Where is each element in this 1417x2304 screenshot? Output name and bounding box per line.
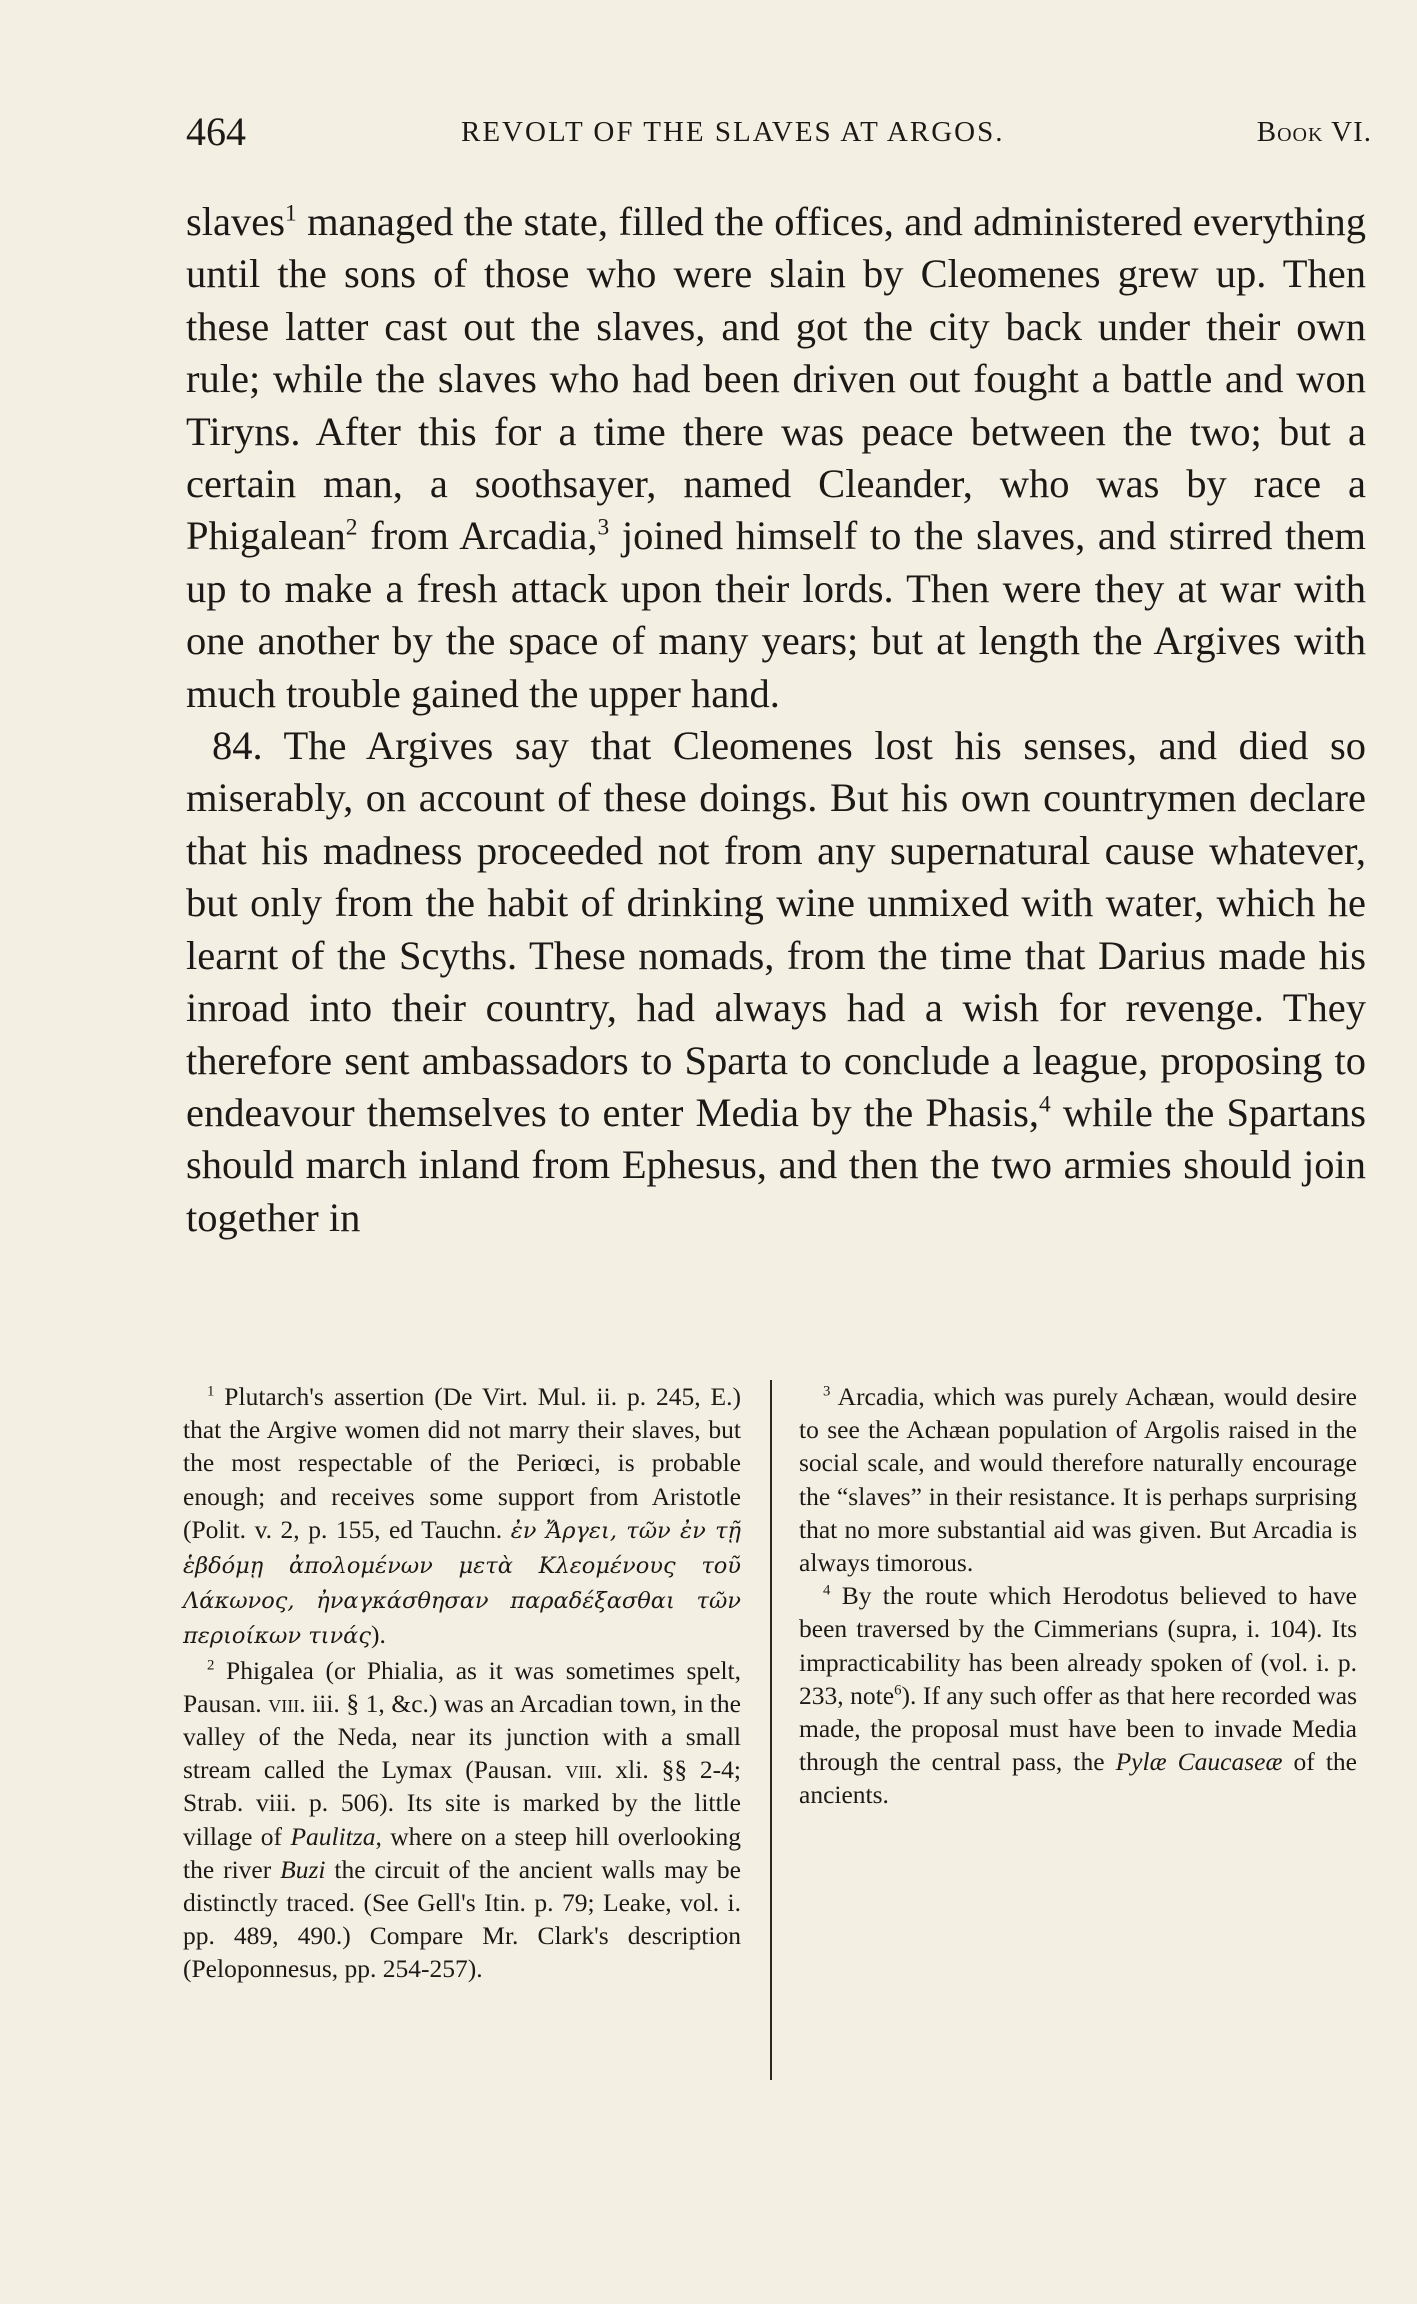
column-divider	[770, 1380, 772, 2080]
footnote-ref: 1	[284, 200, 297, 227]
paragraph-84	[186, 720, 1366, 1244]
footnote-2	[183, 1654, 741, 1986]
footnote-marker: 3	[823, 1383, 831, 1400]
text-run: slaves	[186, 199, 285, 244]
text-run: of the ancients.	[799, 1747, 1357, 1810]
greek-quotation: ἐν Ἄργει, τῶν ἐν τῇ ἑβδόμῃ ἀπολομένων μετὰ Κλεομένους τοῦ Λάκωνος, ἠναγκάσθησαν παραδέξασθαι τῶν περιοίκων τινάς	[183, 1517, 742, 1650]
footnote-marker: 4	[823, 1582, 831, 1599]
text-run: while the Spartans should march inland from Ephesus, and then the two armies should join together in	[186, 1089, 1366, 1240]
text-run: managed the state, filled the offices, and administered everything until the sons of those who were slain by Cleomenes grew up. Then these latter cast out the slaves, and got the city back under their own rule; while the slaves who had been driven out fought a battle and won Tiryns. After this for a time there was peace between the two; but a certain man, a soothsayer, named Cleander, who was by race a Phigalean	[186, 199, 1366, 559]
text-run: Paulitza	[290, 1821, 376, 1851]
text-run: Phigalea (or Phialia, as it was sometimes spelt, Pausan.	[183, 1655, 741, 1718]
footnote-column-right	[799, 1380, 1357, 1812]
footnote-ref: 4	[1038, 1091, 1051, 1118]
text-run: Plutarch's assertion (De Virt. Mul. ii. p. 245, E.) that the Argive women did not marry their slaves, but the most respectable of the Periœci, is probable enough; and receives some support from Aristotle (Polit. v. 2, p. 155, ed Tauchn.	[183, 1382, 741, 1544]
footnote-3	[799, 1380, 1357, 1579]
page-number: 464	[186, 109, 246, 154]
footnote-column-left	[183, 1380, 741, 1986]
running-header	[186, 108, 1372, 158]
text-run: By the route which Herodotus believed to have been traversed by the Cimmerians (supra, i. 104). Its impracticability has been already spoken of (vol. i. p. 233, note	[799, 1581, 1357, 1710]
footnote-ref: 2	[345, 514, 358, 541]
book-label: Book VI.	[1256, 116, 1372, 148]
main-text	[186, 196, 1366, 1244]
footnote-1	[183, 1380, 741, 1654]
text-run: Arcadia, which was purely Achæan, would desire to see the Achæan population of Argolis raised in the social scale, and would therefore naturally encourage the “slaves” in their resistance. It is perhaps surprising that no more substantial aid was given. But Arcadia is always timorous.	[799, 1382, 1357, 1578]
text-run: ). If any such offer as that here recorded was made, the proposal must have been to invade Media through the central pass, the	[799, 1680, 1358, 1777]
footnote-ref: 3	[597, 514, 610, 541]
text-run: viii	[565, 1755, 597, 1785]
text-run: . xli. §§ 2-4; Strab. viii. p. 506). Its site is marked by the little village of	[183, 1755, 741, 1851]
text-run: from Arcadia,	[357, 513, 598, 559]
text-run: Buzi	[280, 1854, 326, 1884]
text-run: . iii. § 1, &c.) was an Arcadian town, in the valley of the Neda, near its junction with a small stream called the Lymax (Pausan.	[183, 1688, 741, 1785]
paragraph-continuation	[186, 196, 1366, 720]
footnote-marker: 2	[207, 1657, 215, 1674]
footnote-marker: 1	[207, 1383, 215, 1400]
text-run: viii	[268, 1688, 300, 1718]
footnote-4	[799, 1579, 1357, 1811]
footnotes	[183, 1380, 1373, 2080]
text-run: joined himself to the slaves, and stirred them up to make a fresh attack upon their lords. Then were they at war with one another by the space of many years; but at length the Argives with much trouble gained the upper hand.	[186, 513, 1367, 716]
footnote-marker: 6	[894, 1682, 902, 1699]
running-title: REVOLT OF THE SLAVES AT ARGOS.	[461, 116, 1005, 148]
text-run: 84. The Argives say that Cleomenes lost his senses, and died so miserably, on account of these doings. But his own countrymen declare that his madness proceeded not from any supernatural cause whatever, but only from the habit of drinking wine unmixed with water, which he learnt of the Scyths. These nomads, from the time that Darius made his inroad into their country, had always had a wish for revenge. They therefore sent ambassadors to Sparta to conclude a league, proposing to endeavour themselves to enter Media by the Phasis,	[186, 723, 1366, 1135]
text-run: , where on a steep hill overlooking the river	[183, 1821, 741, 1884]
text-run: Pylæ Caucaseæ	[1115, 1747, 1283, 1777]
text-run: ).	[370, 1620, 386, 1650]
text-run: the circuit of the ancient walls may be distinctly traced. (See Gell's Itin. p. 79; Leake, vol. i. pp. 489, 490.) Compare Mr. Clark's description (Peloponnesus, pp. 254-257).	[183, 1854, 741, 1984]
